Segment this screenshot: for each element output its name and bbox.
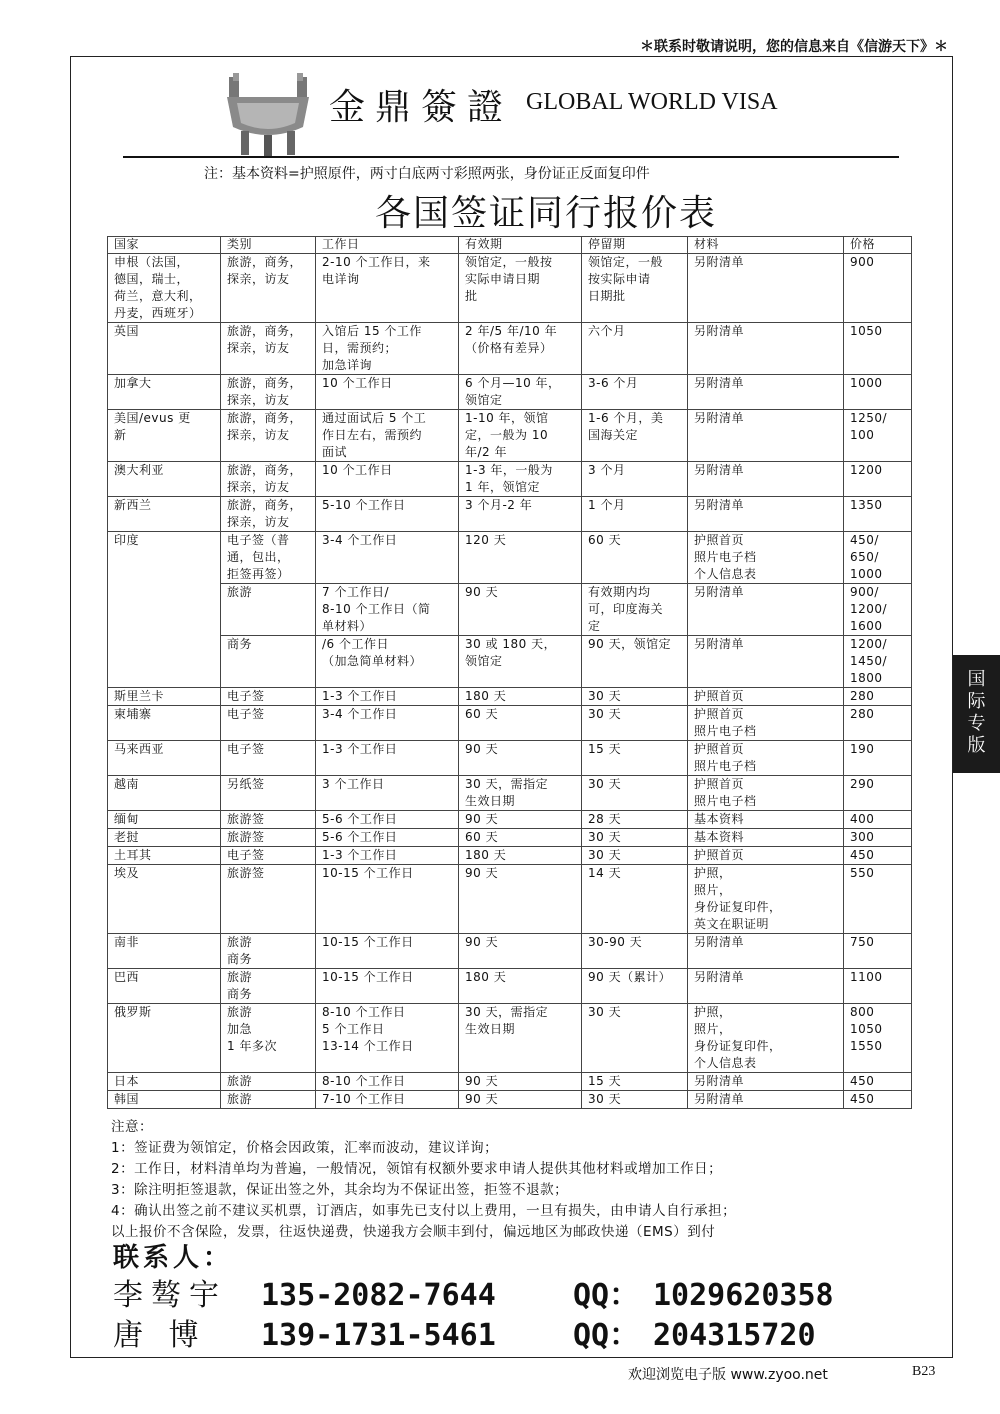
table-cell: 15 天	[582, 1073, 688, 1091]
table-cell: 280	[844, 706, 912, 741]
contacts-section	[113, 1240, 834, 1356]
table-cell: 入馆后 15 个工作 日，需预约； 加急详询	[316, 323, 459, 375]
table-cell: 3-6 个月	[582, 375, 688, 410]
table-cell: 30-90 天	[582, 934, 688, 969]
table-cell: 商务	[221, 636, 316, 688]
table-cell: 7-10 个工作日	[316, 1091, 459, 1109]
header-country: 国家	[108, 237, 221, 254]
table-row	[108, 706, 912, 741]
table-cell: 新西兰	[108, 497, 221, 532]
note-item: 3：除注明拒签退款，保证出签之外，其余均为不保证出签，拒签不退款；	[111, 1182, 569, 1198]
table-cell: 90 天	[459, 1073, 582, 1091]
table-cell: 7 个工作日/ 8-10 个工作日（简 单材料）	[316, 584, 459, 636]
table-cell: 护照首页	[688, 688, 844, 706]
table-row	[108, 829, 912, 847]
table-row	[108, 636, 912, 688]
table-cell: 另附清单	[688, 254, 844, 323]
table-cell: 30 天	[582, 847, 688, 865]
table-cell: 2 年/5 年/10 年 （价格有差异）	[459, 323, 582, 375]
table-cell: 2-10 个工作日，来 电详询	[316, 254, 459, 323]
section-tab-international	[953, 655, 1000, 773]
table-cell: 10-15 个工作日	[316, 969, 459, 1004]
table-body-india	[108, 532, 912, 688]
table-row	[108, 1004, 912, 1073]
table-cell: 南非	[108, 934, 221, 969]
table-cell: 3-4 个工作日	[316, 532, 459, 584]
table-cell: 六个月	[582, 323, 688, 375]
section-tab-char: 际	[967, 691, 986, 712]
table-cell: 旅游签	[221, 865, 316, 934]
table-row	[108, 811, 912, 829]
table-cell: 马来西亚	[108, 741, 221, 776]
table-cell: 30 或 180 天， 领馆定	[459, 636, 582, 688]
table-cell: 1200	[844, 462, 912, 497]
table-cell: 巴西	[108, 969, 221, 1004]
table-row	[108, 847, 912, 865]
table-cell: 1050	[844, 323, 912, 375]
contact-qq[interactable]: 1029620358	[653, 1278, 834, 1313]
table-cell: 15 天	[582, 741, 688, 776]
section-tab-char: 专	[967, 713, 986, 734]
header-stay: 停留期	[582, 237, 688, 254]
table-cell: 老挝	[108, 829, 221, 847]
table-cell: 旅游 商务	[221, 934, 316, 969]
table-cell: 90 天	[459, 811, 582, 829]
table-cell: 400	[844, 811, 912, 829]
table-cell: 护照首页	[688, 847, 844, 865]
table-cell: 旅游，商务， 探亲，访友	[221, 462, 316, 497]
table-cell: 基本资料	[688, 811, 844, 829]
table-cell: 埃及	[108, 865, 221, 934]
table-cell: 90 天	[459, 584, 582, 636]
table-cell: 90 天	[459, 1091, 582, 1109]
notes-heading: 注意：	[111, 1119, 153, 1135]
tripod-cauldron-logo-icon	[223, 71, 313, 159]
table-cell: 3 个月-2 年	[459, 497, 582, 532]
table-cell: 另附清单	[688, 636, 844, 688]
table-cell: 护照首页 照片电子档	[688, 776, 844, 811]
table-row	[108, 462, 912, 497]
contact-name: 唐 博	[113, 1318, 207, 1353]
table-cell: 护照首页 照片电子档	[688, 741, 844, 776]
table-cell: 有效期内均 可，印度海关 定	[582, 584, 688, 636]
table-row	[108, 584, 912, 636]
table-cell: 30 天，需指定 生效日期	[459, 776, 582, 811]
table-cell: 6 个月—10 年， 领馆定	[459, 375, 582, 410]
table-cell: 120 天	[459, 532, 582, 584]
table-cell: 另附清单	[688, 584, 844, 636]
table-cell: 俄罗斯	[108, 1004, 221, 1073]
table-cell: 5-6 个工作日	[316, 811, 459, 829]
table-cell: 基本资料	[688, 829, 844, 847]
brand-name-cn: 金鼎簽證	[329, 87, 514, 128]
table-cell: 3 个月	[582, 462, 688, 497]
table-cell: 旅游，商务， 探亲，访友	[221, 410, 316, 462]
table-cell: 900/ 1200/ 1600	[844, 584, 912, 636]
table-cell: 190	[844, 741, 912, 776]
table-cell: 750	[844, 934, 912, 969]
note-item: 2：工作日，材料清单均为普遍，一般情况，领馆有权额外要求申请人提供其他材料或增加工作日；	[111, 1161, 723, 1177]
contact-qq-label: QQ：	[573, 1278, 640, 1313]
table-cell: 8-10 个工作日	[316, 1073, 459, 1091]
table-cell: 旅游，商务， 探亲，访友	[221, 375, 316, 410]
source-note: ＊联系时敬请说明，您的信息来自《信游天下》＊	[640, 39, 948, 55]
table-cell: 旅游，商务， 探亲，访友	[221, 323, 316, 375]
table-cell: 旅游签	[221, 811, 316, 829]
table-cell: 30 天	[582, 706, 688, 741]
table-cell: 另附清单	[688, 934, 844, 969]
visa-price-table	[107, 236, 912, 1109]
table-cell: 旅游 商务	[221, 969, 316, 1004]
table-cell: 申根（法国， 德国，瑞士， 荷兰，意大利， 丹麦，西班牙）	[108, 254, 221, 323]
table-cell: 800 1050 1550	[844, 1004, 912, 1073]
table-cell: 1200/ 1450/ 1800	[844, 636, 912, 688]
contact-qq-label: QQ：	[573, 1318, 640, 1353]
table-cell: 旅游，商务， 探亲，访友	[221, 254, 316, 323]
table-cell: 另附清单	[688, 375, 844, 410]
table-row	[108, 776, 912, 811]
table-cell: 美国/evus 更 新	[108, 410, 221, 462]
table-row	[108, 532, 912, 584]
table-header-row	[108, 237, 912, 254]
table-cell: 8-10 个工作日 5 个工作日 13-14 个工作日	[316, 1004, 459, 1073]
table-cell: 10 个工作日	[316, 462, 459, 497]
table-cell: 英国	[108, 323, 221, 375]
table-cell: 3-4 个工作日	[316, 706, 459, 741]
contact-phone[interactable]: 135-2082-7644	[261, 1278, 496, 1313]
table-cell: 电子签	[221, 706, 316, 741]
table-cell: 10-15 个工作日	[316, 934, 459, 969]
table-cell: 60 天	[459, 706, 582, 741]
table-cell: 1000	[844, 375, 912, 410]
table-cell: 180 天	[459, 969, 582, 1004]
table-row	[108, 969, 912, 1004]
table-cell: 另附清单	[688, 410, 844, 462]
header-materials: 材料	[688, 237, 844, 254]
table-cell: 180 天	[459, 688, 582, 706]
table-cell: 斯里兰卡	[108, 688, 221, 706]
table-row	[108, 410, 912, 462]
table-cell: 1-6 个月，美 国海关定	[582, 410, 688, 462]
table-cell: 450	[844, 1091, 912, 1109]
table-cell: 另附清单	[688, 462, 844, 497]
table-row	[108, 323, 912, 375]
table-cell: 1-3 个工作日	[316, 847, 459, 865]
table-cell: 30 天	[582, 829, 688, 847]
table-cell: 900	[844, 254, 912, 323]
contact-qq[interactable]: 204315720	[653, 1318, 816, 1353]
table-body-main	[108, 254, 912, 532]
table-cell: 旅游 加急 1 年多次	[221, 1004, 316, 1073]
table-cell: 领馆定，一般 按实际申请 日期批	[582, 254, 688, 323]
table-cell: 电子签	[221, 847, 316, 865]
table-cell: 护照， 照片， 身份证复印件， 个人信息表	[688, 1004, 844, 1073]
note-item: 4：确认出签之前不建议买机票，订酒店，如事先已支付以上费用，一旦有损失，由申请人自行承担；	[111, 1203, 737, 1219]
table-cell: 护照， 照片， 身份证复印件， 英文在职证明	[688, 865, 844, 934]
table-cell: 印度	[108, 532, 221, 688]
header-divider	[123, 156, 899, 158]
contact-row	[113, 1316, 834, 1356]
footer-welcome[interactable]: 欢迎浏览电子版 www.zyoo.net	[628, 1367, 828, 1383]
table-cell: 日本	[108, 1073, 221, 1091]
table-row	[108, 497, 912, 532]
table-row	[108, 375, 912, 410]
table-cell: 澳大利亚	[108, 462, 221, 497]
table-cell: 14 天	[582, 865, 688, 934]
table-cell: 1250/ 100	[844, 410, 912, 462]
table-cell: 90 天（累计）	[582, 969, 688, 1004]
note-item: 1：签证费为领馆定，价格会因政策，汇率而波动，建议详询；	[111, 1140, 499, 1156]
table-cell: 90 天，领馆定	[582, 636, 688, 688]
table-cell: 护照首页 照片电子档 个人信息表	[688, 532, 844, 584]
table-row	[108, 688, 912, 706]
table-cell: 30 天	[582, 1004, 688, 1073]
header-category: 类别	[221, 237, 316, 254]
table-cell: 加拿大	[108, 375, 221, 410]
table-cell: 土耳其	[108, 847, 221, 865]
contact-name: 李骜宇	[113, 1278, 227, 1313]
table-cell: 30 天	[582, 1091, 688, 1109]
table-row	[108, 254, 912, 323]
table-cell: 3 个工作日	[316, 776, 459, 811]
table-row	[108, 934, 912, 969]
table-cell: 领馆定，一般按 实际申请日期 批	[459, 254, 582, 323]
table-cell: 1 个月	[582, 497, 688, 532]
table-row	[108, 865, 912, 934]
table-cell: 另附清单	[688, 1073, 844, 1091]
table-cell: 韩国	[108, 1091, 221, 1109]
table-cell: 30 天	[582, 776, 688, 811]
note-item: 以上报价不含保险，发票，往返快递费，快递我方会顺丰到付，偏远地区为邮政快递（EMS）到付	[111, 1224, 716, 1240]
table-cell: 旅游，商务， 探亲，访友	[221, 497, 316, 532]
table-cell: 1350	[844, 497, 912, 532]
table-cell: 通过面试后 5 个工 作日左右，需预约 面试	[316, 410, 459, 462]
table-cell: 28 天	[582, 811, 688, 829]
content-frame	[70, 56, 953, 1358]
table-cell: 10-15 个工作日	[316, 865, 459, 934]
contacts-label: 联系人：	[113, 1243, 234, 1273]
notes-section	[111, 1117, 736, 1243]
table-body-others	[108, 688, 912, 1109]
header-workdays: 工作日	[316, 237, 459, 254]
table-cell: 450	[844, 847, 912, 865]
table-cell: 越南	[108, 776, 221, 811]
table-cell: 60 天	[582, 532, 688, 584]
table-cell: 450	[844, 1073, 912, 1091]
table-cell: 电子签	[221, 688, 316, 706]
table-cell: 450/ 650/ 1000	[844, 532, 912, 584]
table-cell: /6 个工作日 （加急简单材料）	[316, 636, 459, 688]
table-cell: 另附清单	[688, 323, 844, 375]
table-cell: 90 天	[459, 934, 582, 969]
table-cell: 90 天	[459, 865, 582, 934]
table-cell: 另附清单	[688, 969, 844, 1004]
section-tab-char: 国	[967, 669, 986, 690]
table-cell: 另附清单	[688, 1091, 844, 1109]
table-row	[108, 741, 912, 776]
table-row	[108, 1073, 912, 1091]
table-cell: 30 天	[582, 688, 688, 706]
table-cell: 1-3 个工作日	[316, 741, 459, 776]
table-cell: 1100	[844, 969, 912, 1004]
table-cell: 60 天	[459, 829, 582, 847]
table-cell: 30 天，需指定 生效日期	[459, 1004, 582, 1073]
page-title: 各国签证同行报价表	[375, 193, 718, 234]
basic-materials-note: 注：基本资料=护照原件，两寸白底两寸彩照两张，身份证正反面复印件	[204, 166, 650, 182]
table-cell: 电子签（普 通，包出， 拒签再签）	[221, 532, 316, 584]
table-cell: 550	[844, 865, 912, 934]
table-cell: 电子签	[221, 741, 316, 776]
header-validity: 有效期	[459, 237, 582, 254]
table-cell: 90 天	[459, 741, 582, 776]
table-cell: 1-10 年，领馆 定，一般为 10 年/2 年	[459, 410, 582, 462]
contact-phone[interactable]: 139-1731-5461	[261, 1318, 496, 1353]
table-cell: 旅游	[221, 1091, 316, 1109]
table-cell: 护照首页 照片电子档	[688, 706, 844, 741]
table-cell: 旅游	[221, 1073, 316, 1091]
table-cell: 柬埔寨	[108, 706, 221, 741]
table-cell: 另附清单	[688, 497, 844, 532]
contact-row	[113, 1276, 834, 1316]
table-cell: 5-10 个工作日	[316, 497, 459, 532]
table-cell: 10 个工作日	[316, 375, 459, 410]
table-cell: 280	[844, 688, 912, 706]
section-tab-char: 版	[967, 735, 986, 756]
table-cell: 另纸签	[221, 776, 316, 811]
table-cell: 5-6 个工作日	[316, 829, 459, 847]
table-row	[108, 1091, 912, 1109]
table-cell: 旅游	[221, 584, 316, 636]
header-price: 价格	[844, 237, 912, 254]
brand-name-en: GLOBAL WORLD VISA	[526, 89, 778, 115]
table-cell: 290	[844, 776, 912, 811]
table-cell: 300	[844, 829, 912, 847]
table-cell: 180 天	[459, 847, 582, 865]
table-cell: 旅游签	[221, 829, 316, 847]
page-number: B23	[912, 1364, 936, 1379]
table-cell: 1-3 个工作日	[316, 688, 459, 706]
table-cell: 缅甸	[108, 811, 221, 829]
table-cell: 1-3 年，一般为 1 年，领馆定	[459, 462, 582, 497]
